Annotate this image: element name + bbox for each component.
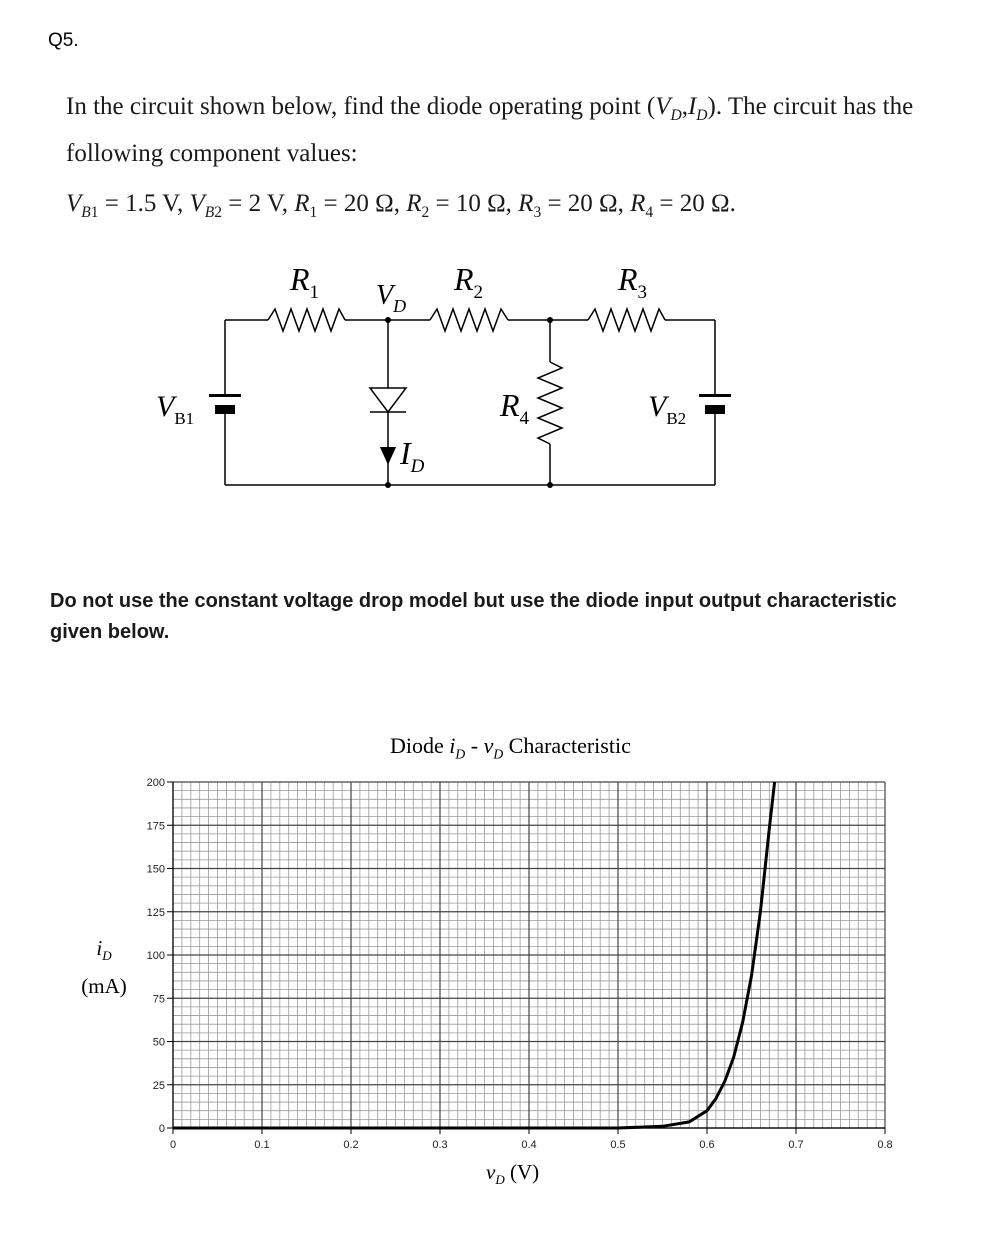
problem-text-before: In the circuit shown below, find the diode operating point [66, 93, 647, 120]
label-vb1: $V_{B1}$ [156, 390, 195, 428]
label-vd: $V_D$ [376, 280, 407, 316]
x-tick-label: 0.3 [432, 1139, 448, 1151]
label-r3: $R_3$ [618, 261, 648, 303]
label-vb2: $V_{B2}$ [648, 390, 687, 428]
given-r1: $R_1 = 20$ Ω [294, 190, 394, 221]
x-tick-label: 0.4 [521, 1139, 537, 1151]
label-r4: $R_4$ [500, 387, 530, 429]
x-tick-label: 0 [169, 1139, 177, 1151]
question-label: Q5. [48, 30, 79, 51]
resistor-r4 [538, 362, 562, 444]
junction-dot [547, 317, 553, 323]
circuit-diagram [0, 0, 1002, 560]
y-tick-label: 75 [152, 993, 165, 1006]
given-values: $V_{B1} = 1.5$ V, $V_{B2} = 2$ V, $R_1 = 20$ Ω, $R_2 = 10$ Ω, $R_3 = 20$ Ω, $R_4 = 20$ Ω. [66, 190, 736, 221]
x-tick-label: 0.7 [788, 1139, 804, 1151]
given-r4: $R_4 = 20$ Ω. [630, 190, 736, 221]
resistor-r1 [268, 309, 345, 331]
y-tick-label: 25 [152, 1079, 165, 1092]
iv-characteristic-chart [0, 760, 1002, 1160]
instruction-note: Do not use the constant voltage drop model but use the diode input output characteristic given below. [50, 590, 897, 643]
chart-xlabel: $v_D$ (V) [486, 1160, 540, 1188]
chart-ylabel: $i_D$ (mA) [81, 936, 127, 999]
current-arrow-icon [380, 447, 396, 465]
chart-title: Diode $i_D - v_D$ Characteristic [390, 733, 631, 762]
junction-dot [385, 317, 391, 323]
x-tick-label: 0.1 [254, 1139, 270, 1151]
y-tick-label: 150 [146, 863, 165, 876]
diode-symbol [370, 388, 406, 412]
x-tick-label: 0.2 [343, 1139, 359, 1151]
problem-text-after: . The circuit has the following component values: [66, 93, 914, 167]
junction-dot [385, 482, 391, 488]
junction-dot [547, 482, 553, 488]
label-r2: $R_2$ [454, 261, 484, 303]
given-vb1: $V_{B1} = 1.5$ V [66, 190, 177, 221]
y-tick-label: 50 [152, 1036, 165, 1049]
operating-point: $(V_D,I_D)$ [646, 93, 716, 124]
x-tick-label: 0.6 [699, 1139, 715, 1151]
battery-vb1 [209, 394, 241, 414]
resistor-r3 [588, 309, 665, 331]
given-r2: $R_2 = 10$ Ω [406, 190, 506, 221]
y-tick-label: 175 [146, 820, 165, 833]
x-tick-label: 0.8 [877, 1139, 893, 1151]
battery-vb2 [699, 394, 731, 414]
given-vb2: $V_{B2} = 2$ V [189, 190, 282, 221]
label-r1: $R_1$ [290, 261, 320, 303]
x-tick-label: 0.5 [610, 1139, 626, 1151]
y-tick-label: 200 [146, 777, 165, 789]
y-tick-label: 0 [158, 1123, 165, 1135]
label-id: $I_D$ [400, 435, 425, 477]
resistor-r2 [430, 309, 508, 331]
y-tick-label: 100 [146, 950, 165, 962]
given-r3: $R_3 = 20$ Ω [518, 190, 618, 221]
y-tick-label: 125 [146, 906, 165, 919]
